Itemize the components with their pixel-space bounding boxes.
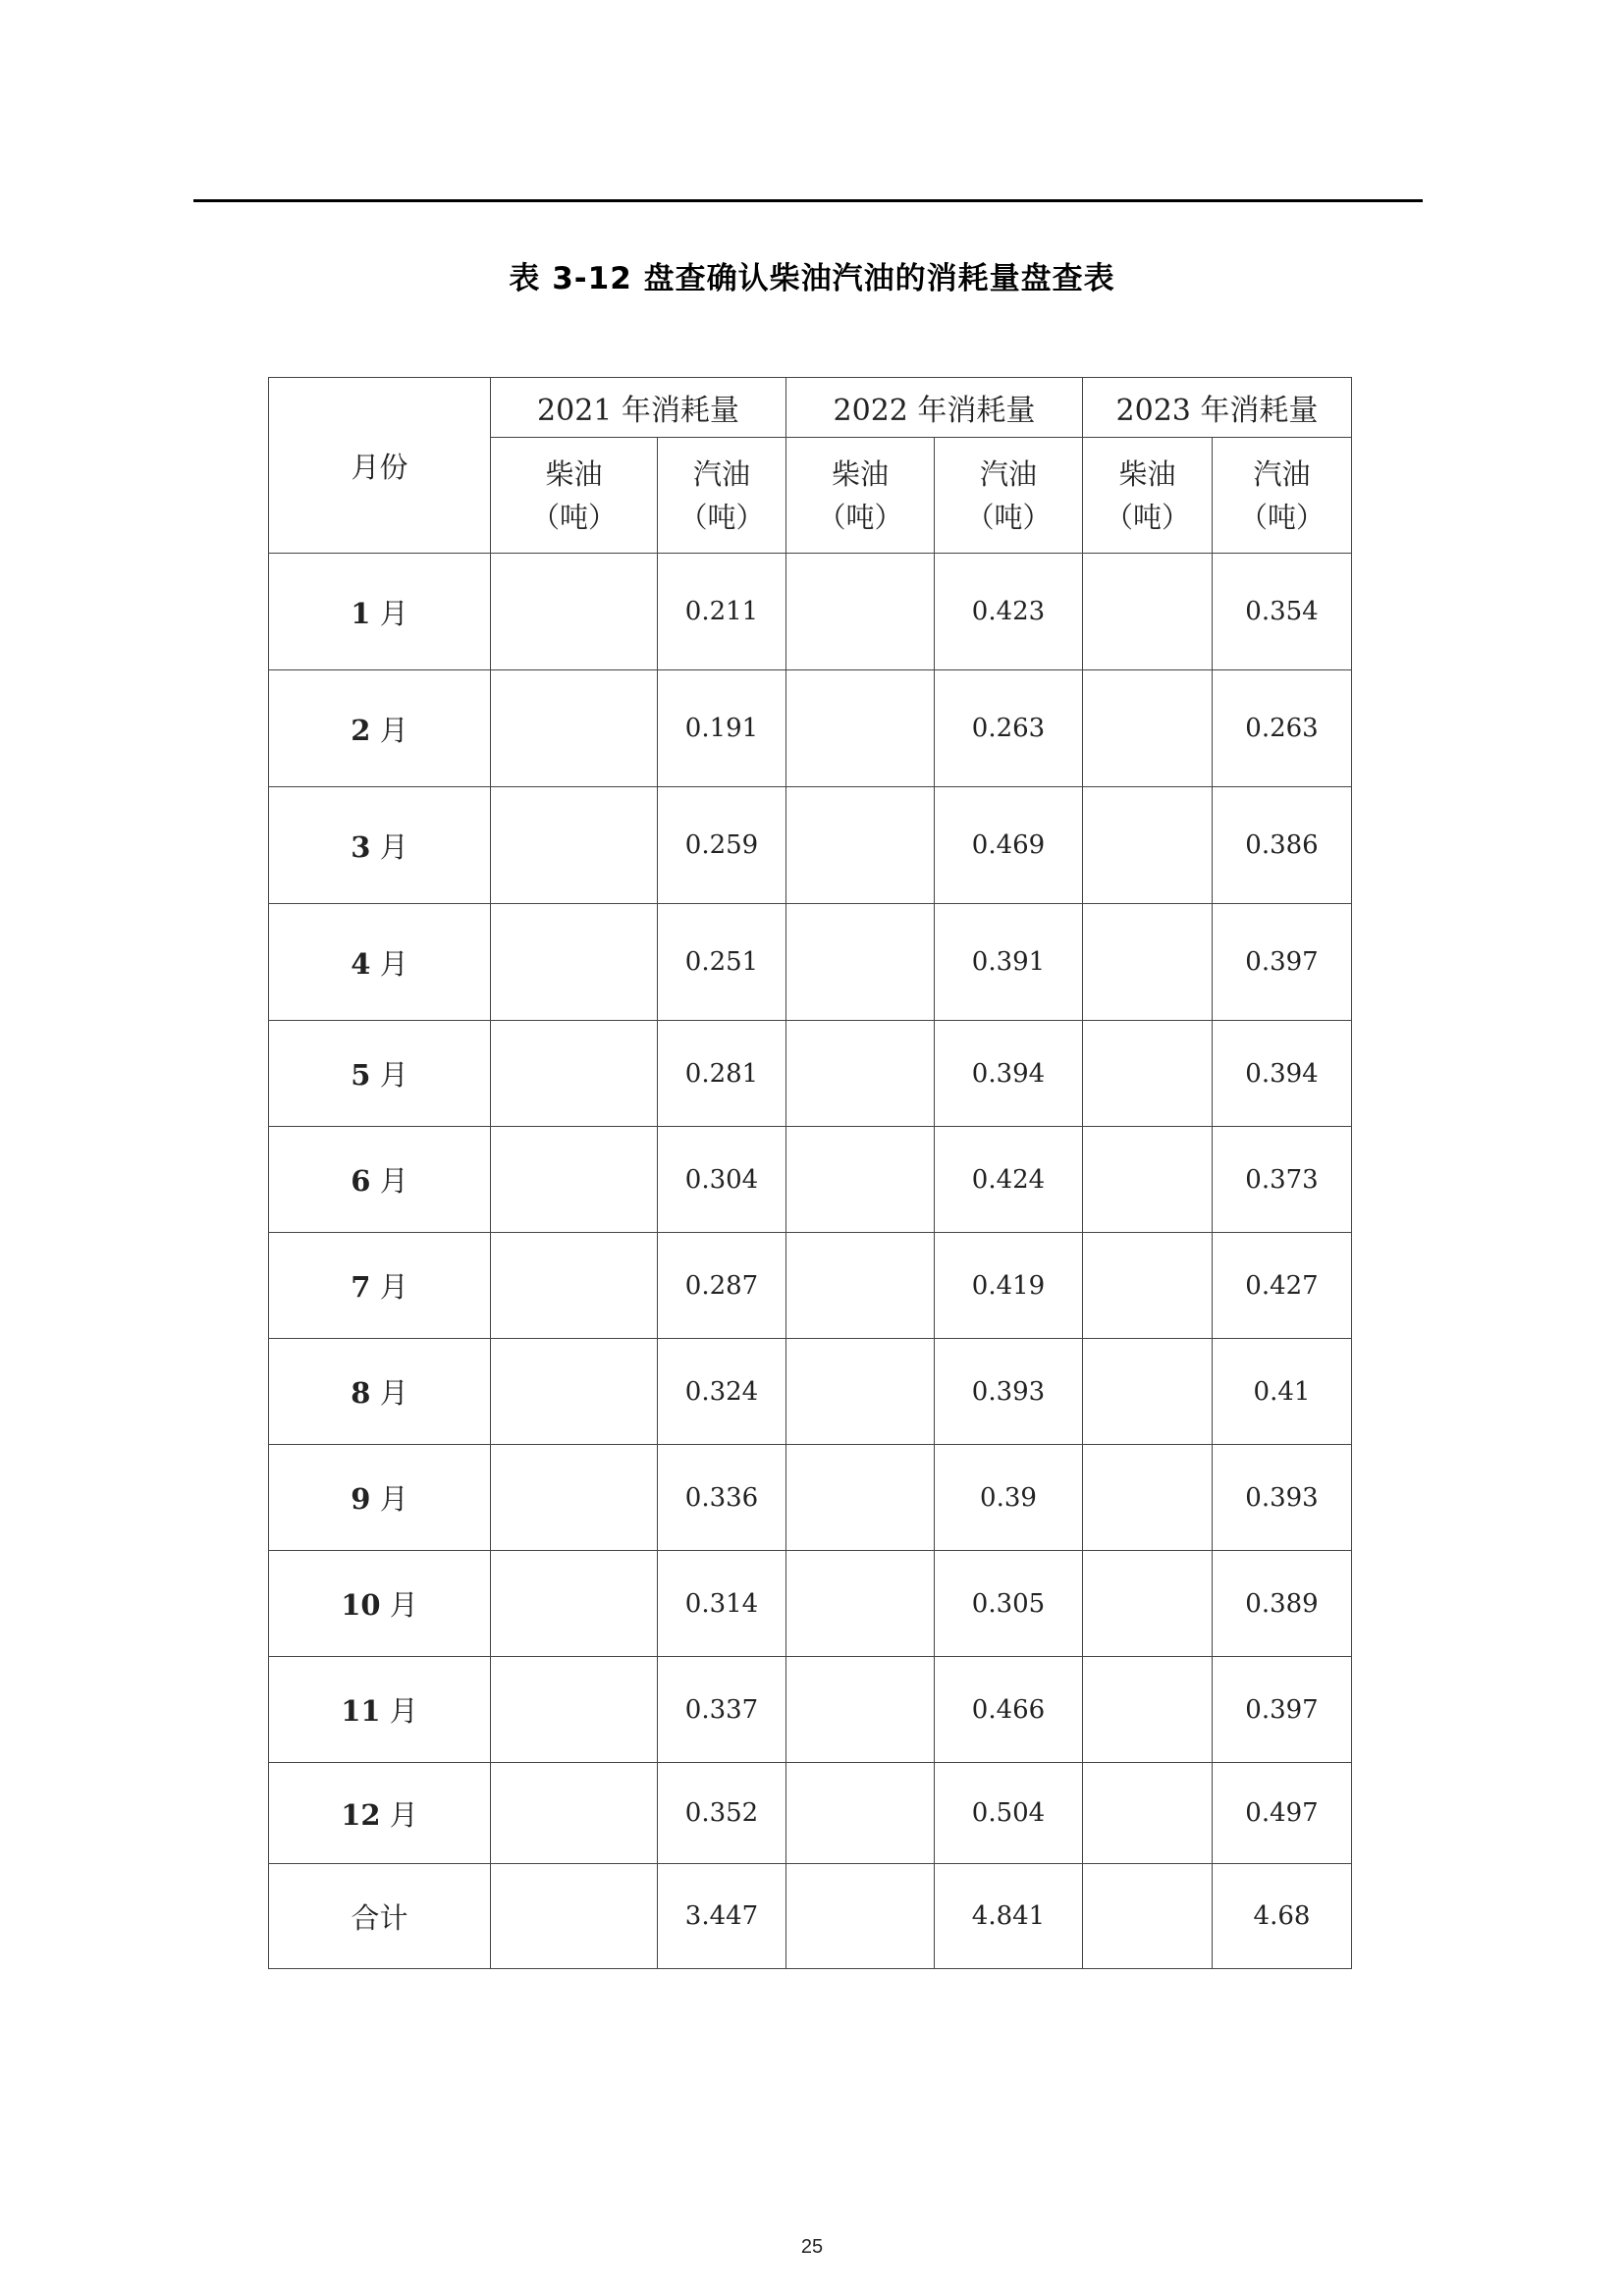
gasoline-2023-cell: 0.394 xyxy=(1213,1021,1352,1127)
diesel-2021-cell xyxy=(491,1233,658,1339)
diesel-2023-cell xyxy=(1083,670,1213,787)
gasoline-2021-cell: 0.259 xyxy=(658,787,786,904)
diesel-2021-cell xyxy=(491,1657,658,1763)
table-row xyxy=(269,1339,1352,1445)
month-cell xyxy=(269,1445,491,1551)
table-row xyxy=(269,1127,1352,1233)
gasoline-2021-header xyxy=(658,438,786,554)
diesel-2023-cell xyxy=(1083,904,1213,1021)
diesel-2022-cell xyxy=(786,1021,935,1127)
unit-label: （吨） xyxy=(1104,500,1190,534)
gasoline-2022-cell: 0.469 xyxy=(935,787,1083,904)
diesel-2023-cell xyxy=(1083,1233,1213,1339)
table-row xyxy=(269,670,1352,787)
gasoline-2022-cell: 0.393 xyxy=(935,1339,1083,1445)
unit-label: （吨） xyxy=(965,500,1052,534)
gasoline-2022-cell: 0.263 xyxy=(935,670,1083,787)
diesel-label: 柴油 xyxy=(1118,456,1176,491)
month-number: 6 xyxy=(351,1164,371,1198)
month-suffix: 月 xyxy=(379,1164,408,1198)
month-number: 11 xyxy=(341,1694,381,1728)
unit-label: （吨） xyxy=(530,500,617,534)
diesel-2022-cell xyxy=(786,787,935,904)
gasoline-2021-cell: 0.324 xyxy=(658,1339,786,1445)
month-number: 12 xyxy=(341,1797,381,1832)
diesel-2021-cell xyxy=(491,1763,658,1864)
gasoline-2021-total-cell: 3.447 xyxy=(658,1864,786,1969)
table-row xyxy=(269,787,1352,904)
unit-label: （吨） xyxy=(678,500,765,534)
diesel-2022-cell xyxy=(786,1551,935,1657)
diesel-2022-cell xyxy=(786,554,935,670)
month-cell xyxy=(269,787,491,904)
diesel-2022-cell xyxy=(786,1339,935,1445)
diesel-2023-cell xyxy=(1083,1763,1213,1864)
total-label: 合计 xyxy=(269,1864,491,1969)
month-number: 10 xyxy=(341,1588,381,1622)
diesel-2021-cell xyxy=(491,1339,658,1445)
gasoline-2022-cell: 0.419 xyxy=(935,1233,1083,1339)
gasoline-2022-cell: 0.423 xyxy=(935,554,1083,670)
gasoline-2023-cell: 0.427 xyxy=(1213,1233,1352,1339)
gasoline-2023-cell: 0.497 xyxy=(1213,1763,1352,1864)
diesel-2022-total-cell xyxy=(786,1864,935,1969)
diesel-2022-cell xyxy=(786,670,935,787)
month-number: 7 xyxy=(351,1270,371,1304)
fuel-consumption-table xyxy=(268,377,1352,1969)
month-cell xyxy=(269,1339,491,1445)
table-row xyxy=(269,1763,1352,1864)
gasoline-2023-cell: 0.354 xyxy=(1213,554,1352,670)
diesel-2021-cell xyxy=(491,904,658,1021)
month-suffix: 月 xyxy=(379,946,408,981)
unit-label: （吨） xyxy=(817,500,903,534)
month-cell xyxy=(269,1021,491,1127)
diesel-2021-total-cell xyxy=(491,1864,658,1969)
month-cell xyxy=(269,1763,491,1864)
gasoline-2021-cell: 0.314 xyxy=(658,1551,786,1657)
page-number: 25 xyxy=(800,2236,824,2258)
table-title: 表 3-12 盘查确认柴油汽油的消耗量盘查表 xyxy=(509,261,1115,296)
gasoline-label: 汽油 xyxy=(979,456,1037,491)
diesel-2023-header xyxy=(1083,438,1213,554)
month-suffix: 月 xyxy=(379,1270,408,1304)
diesel-2022-cell xyxy=(786,1445,935,1551)
gasoline-2022-cell: 0.504 xyxy=(935,1763,1083,1864)
diesel-2021-cell xyxy=(491,1551,658,1657)
total-row xyxy=(269,1864,1352,1969)
diesel-2022-cell xyxy=(786,1657,935,1763)
month-cell xyxy=(269,554,491,670)
month-suffix: 月 xyxy=(389,1694,418,1728)
month-suffix: 月 xyxy=(379,596,408,630)
diesel-2023-cell xyxy=(1083,1021,1213,1127)
gasoline-label: 汽油 xyxy=(1253,456,1311,491)
diesel-2022-cell xyxy=(786,1233,935,1339)
diesel-2023-cell xyxy=(1083,1339,1213,1445)
gasoline-2022-cell: 0.305 xyxy=(935,1551,1083,1657)
month-suffix: 月 xyxy=(379,1376,408,1410)
gasoline-2021-cell: 0.281 xyxy=(658,1021,786,1127)
month-cell xyxy=(269,1657,491,1763)
diesel-2023-cell xyxy=(1083,554,1213,670)
unit-label: （吨） xyxy=(1238,500,1325,534)
month-suffix: 月 xyxy=(379,713,408,747)
diesel-2023-cell xyxy=(1083,1657,1213,1763)
month-number: 5 xyxy=(351,1058,371,1092)
header-rule xyxy=(193,199,1423,202)
table-row xyxy=(269,554,1352,670)
month-suffix: 月 xyxy=(379,1482,408,1516)
gasoline-2021-cell: 0.287 xyxy=(658,1233,786,1339)
month-suffix: 月 xyxy=(379,829,408,864)
gasoline-2021-cell: 0.191 xyxy=(658,670,786,787)
gasoline-2023-cell: 0.397 xyxy=(1213,904,1352,1021)
table-row xyxy=(269,1551,1352,1657)
gasoline-2023-cell: 0.263 xyxy=(1213,670,1352,787)
gasoline-2021-cell: 0.304 xyxy=(658,1127,786,1233)
diesel-2021-cell xyxy=(491,554,658,670)
diesel-2021-header xyxy=(491,438,658,554)
month-suffix: 月 xyxy=(389,1588,418,1622)
diesel-2021-cell xyxy=(491,1021,658,1127)
gasoline-2021-cell: 0.337 xyxy=(658,1657,786,1763)
diesel-label: 柴油 xyxy=(831,456,889,491)
month-number: 2 xyxy=(351,713,371,747)
month-number: 1 xyxy=(351,596,371,630)
month-cell xyxy=(269,1127,491,1233)
month-cell xyxy=(269,904,491,1021)
gasoline-2021-cell: 0.251 xyxy=(658,904,786,1021)
gasoline-2023-total-cell: 4.68 xyxy=(1213,1864,1352,1969)
month-cell xyxy=(269,1233,491,1339)
diesel-2023-total-cell xyxy=(1083,1864,1213,1969)
gasoline-2022-cell: 0.39 xyxy=(935,1445,1083,1551)
month-cell xyxy=(269,670,491,787)
gasoline-2022-total-cell: 4.841 xyxy=(935,1864,1083,1969)
gasoline-2022-header xyxy=(935,438,1083,554)
month-suffix: 月 xyxy=(379,1058,408,1092)
month-number: 8 xyxy=(351,1376,371,1410)
year-2021-header: 2021 年消耗量 xyxy=(491,378,786,438)
month-suffix: 月 xyxy=(389,1797,418,1832)
year-2023-header: 2023 年消耗量 xyxy=(1083,378,1352,438)
diesel-2021-cell xyxy=(491,670,658,787)
gasoline-2022-cell: 0.466 xyxy=(935,1657,1083,1763)
month-number: 3 xyxy=(351,829,371,864)
diesel-2022-header xyxy=(786,438,935,554)
table-row xyxy=(269,904,1352,1021)
diesel-2021-cell xyxy=(491,1445,658,1551)
diesel-2022-cell xyxy=(786,1763,935,1864)
gasoline-2022-cell: 0.394 xyxy=(935,1021,1083,1127)
gasoline-2021-cell: 0.336 xyxy=(658,1445,786,1551)
year-header-row xyxy=(269,378,1352,438)
table-row xyxy=(269,1021,1352,1127)
month-column-header: 月份 xyxy=(269,378,491,554)
diesel-2023-cell xyxy=(1083,1445,1213,1551)
diesel-2023-cell xyxy=(1083,1551,1213,1657)
gasoline-2023-header xyxy=(1213,438,1352,554)
diesel-2022-cell xyxy=(786,1127,935,1233)
month-number: 4 xyxy=(351,946,371,981)
table-row xyxy=(269,1657,1352,1763)
table-row xyxy=(269,1233,1352,1339)
gasoline-2022-cell: 0.391 xyxy=(935,904,1083,1021)
gasoline-2023-cell: 0.393 xyxy=(1213,1445,1352,1551)
gasoline-label: 汽油 xyxy=(692,456,750,491)
diesel-label: 柴油 xyxy=(545,456,603,491)
gasoline-2023-cell: 0.397 xyxy=(1213,1657,1352,1763)
table-row xyxy=(269,1445,1352,1551)
month-number: 9 xyxy=(351,1482,371,1516)
diesel-2023-cell xyxy=(1083,1127,1213,1233)
month-cell xyxy=(269,1551,491,1657)
gasoline-2023-cell: 0.41 xyxy=(1213,1339,1352,1445)
gasoline-2023-cell: 0.386 xyxy=(1213,787,1352,904)
gasoline-2021-cell: 0.352 xyxy=(658,1763,786,1864)
year-2022-header: 2022 年消耗量 xyxy=(786,378,1083,438)
diesel-2022-cell xyxy=(786,904,935,1021)
diesel-2021-cell xyxy=(491,787,658,904)
gasoline-2023-cell: 0.389 xyxy=(1213,1551,1352,1657)
diesel-2021-cell xyxy=(491,1127,658,1233)
gasoline-2021-cell: 0.211 xyxy=(658,554,786,670)
diesel-2023-cell xyxy=(1083,787,1213,904)
gasoline-2023-cell: 0.373 xyxy=(1213,1127,1352,1233)
gasoline-2022-cell: 0.424 xyxy=(935,1127,1083,1233)
